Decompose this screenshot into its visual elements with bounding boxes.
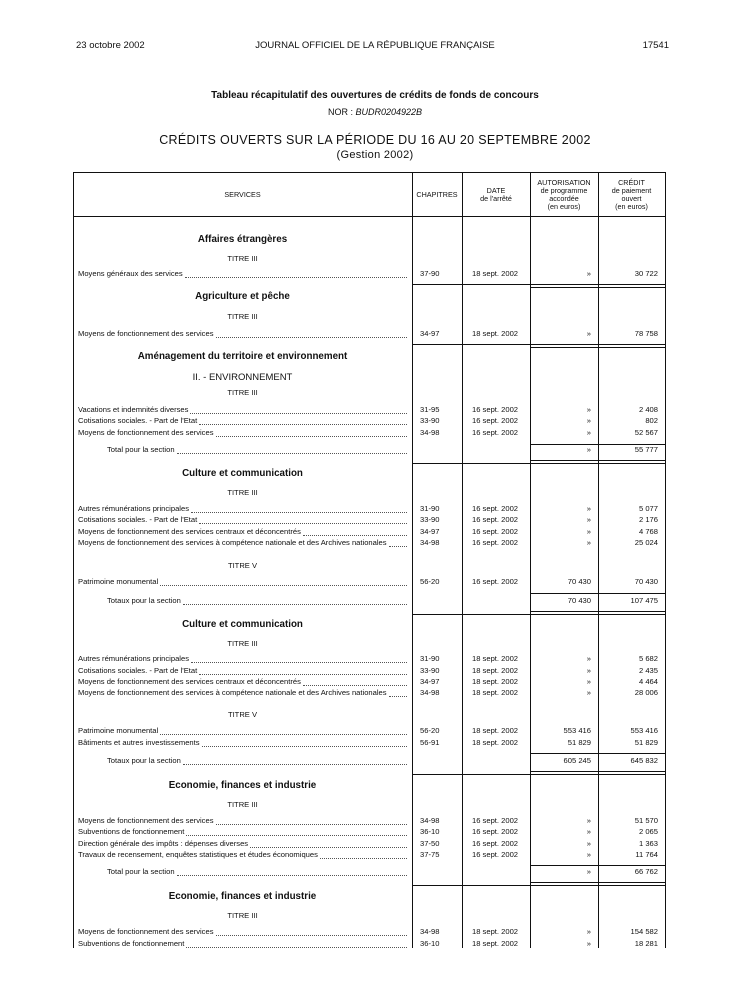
row-autorisation: »: [586, 927, 591, 936]
row-credit: 28 006: [634, 688, 658, 697]
row-chapitre: 33-90: [420, 666, 440, 675]
column-header-credit: CRÉDIT de paiement ouvert (en euros): [611, 178, 652, 211]
row-label: Bâtiments et autres investissements: [78, 738, 200, 747]
column-divider: [412, 172, 413, 948]
leader-dots: [303, 535, 407, 536]
leader-dots: [160, 734, 407, 735]
row-autorisation: »: [586, 269, 591, 278]
row-autorisation: »: [586, 538, 591, 547]
leader-dots: [216, 824, 407, 825]
row-chapitre: 34-97: [420, 329, 440, 338]
row-date: 16 sept. 2002: [472, 538, 519, 547]
section-subtitle: II. - ENVIRONNEMENT: [192, 372, 293, 383]
leader-dots: [389, 546, 407, 547]
row-autorisation: »: [586, 839, 591, 848]
section-separator: [412, 344, 665, 345]
row-label: Autres rémunérations principales: [78, 654, 190, 663]
total-autorisation: 70 430: [567, 596, 591, 605]
total-credit: 645 832: [630, 756, 658, 765]
row-chapitre: 34-97: [420, 527, 440, 536]
leader-dots: [190, 413, 407, 414]
leader-dots: [186, 947, 407, 948]
row-date: 18 sept. 2002: [472, 654, 519, 663]
total-autorisation: 605 245: [563, 756, 591, 765]
total-double-rule: [530, 882, 665, 883]
row-chapitre: 56-20: [420, 577, 440, 586]
titre-v-heading: TITRE V: [227, 710, 258, 719]
row-date: 18 sept. 2002: [472, 738, 519, 747]
row-autorisation: »: [586, 677, 591, 686]
row-chapitre: 34-98: [420, 688, 440, 697]
table-left-border: [73, 172, 74, 948]
total-double-rule: [530, 460, 665, 461]
row-date: 16 sept. 2002: [472, 428, 519, 437]
document-title: Tableau récapitulatif des ouvertures de crédits de fonds de concours: [211, 90, 539, 101]
row-date: 16 sept. 2002: [472, 405, 519, 414]
total-double-rule: [412, 885, 665, 886]
row-label: Moyens de fonctionnement des services: [78, 329, 214, 338]
row-label: Patrimoine monumental: [78, 577, 159, 586]
header-date: 23 octobre 2002: [76, 40, 145, 51]
row-autorisation: »: [586, 329, 591, 338]
leader-dots: [320, 858, 407, 859]
total-double-rule: [412, 463, 665, 464]
row-autorisation: »: [586, 504, 591, 513]
row-chapitre: 37-75: [420, 850, 440, 859]
section-separator: [530, 287, 665, 288]
row-date: 18 sept. 2002: [472, 927, 519, 936]
total-double-rule: [530, 611, 665, 612]
total-autorisation: »: [586, 445, 591, 454]
total-rule: [530, 444, 665, 445]
row-credit: 25 024: [634, 538, 658, 547]
gestion-heading: (Gestion 2002): [336, 149, 414, 161]
section-separator: [412, 284, 665, 285]
row-label: Moyens de fonctionnement des services à compétence nationale et des Archives nationales: [78, 688, 387, 697]
leader-dots: [199, 523, 407, 524]
leader-dots: [199, 674, 407, 675]
row-autorisation: 553 416: [563, 726, 591, 735]
section-total-label: Total pour la section: [107, 445, 175, 454]
leader-dots: [250, 847, 407, 848]
column-divider: [462, 172, 463, 948]
row-credit: 2 408: [638, 405, 658, 414]
section-subtitle: TITRE III: [227, 639, 258, 648]
row-chapitre: 34-98: [420, 538, 440, 547]
section-total-label: Total pour la section: [107, 867, 175, 876]
row-credit: 802: [645, 416, 658, 425]
total-credit: 66 762: [634, 867, 658, 876]
row-chapitre: 34-97: [420, 677, 440, 686]
leader-dots: [216, 935, 407, 936]
leader-dots: [160, 585, 407, 586]
row-chapitre: 34-98: [420, 428, 440, 437]
leader-dots: [185, 277, 407, 278]
section-total-label: Totaux pour la section: [107, 596, 181, 605]
leader-dots: [199, 424, 407, 425]
row-credit: 70 430: [634, 577, 658, 586]
row-credit: 5 682: [638, 654, 658, 663]
table-header-border: [73, 216, 666, 217]
row-credit: 51 829: [634, 738, 658, 747]
row-date: 18 sept. 2002: [472, 688, 519, 697]
row-credit: 11 764: [635, 850, 658, 859]
row-date: 16 sept. 2002: [472, 527, 519, 536]
leader-dots: [216, 436, 407, 437]
total-double-rule: [530, 771, 665, 772]
row-label: Patrimoine monumental: [78, 726, 159, 735]
titre-v-heading: TITRE V: [227, 561, 258, 570]
row-credit: 30 722: [634, 269, 658, 278]
row-label: Subventions de fonctionnement: [78, 939, 185, 948]
total-double-rule: [412, 774, 665, 775]
column-divider: [598, 172, 599, 948]
leader-dots: [216, 337, 407, 338]
row-autorisation: »: [586, 827, 591, 836]
row-label: Moyens de fonctionnement des services à compétence nationale et des Archives nationales: [78, 538, 387, 547]
row-autorisation: »: [586, 527, 591, 536]
row-chapitre: 36-10: [420, 939, 440, 948]
row-credit: 4 464: [638, 677, 658, 686]
total-credit: 55 777: [634, 445, 658, 454]
row-credit: 2 435: [638, 666, 658, 675]
section-subtitle: TITRE III: [227, 800, 258, 809]
total-rule: [530, 753, 665, 754]
row-label: Vacations et indemnités diverses: [78, 405, 189, 414]
row-autorisation: »: [586, 816, 591, 825]
row-date: 16 sept. 2002: [472, 577, 519, 586]
leader-dots: [303, 685, 407, 686]
section-name: Economie, finances et industrie: [168, 891, 317, 902]
total-rule: [530, 593, 665, 594]
row-autorisation: 51 829: [567, 738, 591, 747]
section-subtitle: TITRE III: [227, 488, 258, 497]
row-autorisation: »: [586, 416, 591, 425]
credits-table: [73, 172, 666, 948]
leader-dots: [183, 764, 407, 765]
row-credit: 2 065: [638, 827, 658, 836]
row-credit: 4 768: [638, 527, 658, 536]
row-date: 18 sept. 2002: [472, 939, 519, 948]
column-header-services: SERVICES: [224, 190, 261, 199]
row-chapitre: 34-98: [420, 927, 440, 936]
row-date: 16 sept. 2002: [472, 504, 519, 513]
row-autorisation: 70 430: [567, 577, 591, 586]
row-autorisation: »: [586, 428, 591, 437]
section-name: Affaires étrangères: [197, 234, 288, 245]
header-page-number: 17541: [642, 40, 669, 51]
row-date: 18 sept. 2002: [472, 269, 519, 278]
section-total-label: Totaux pour la section: [107, 756, 181, 765]
row-chapitre: 31-90: [420, 504, 440, 513]
row-credit: 52 567: [634, 428, 658, 437]
total-double-rule: [412, 614, 665, 615]
row-date: 16 sept. 2002: [472, 827, 519, 836]
row-autorisation: »: [586, 939, 591, 948]
row-label: Moyens généraux des services: [78, 269, 183, 278]
row-autorisation: »: [586, 654, 591, 663]
total-rule: [530, 865, 665, 866]
row-autorisation: »: [586, 850, 591, 859]
section-subtitle: TITRE III: [227, 388, 258, 397]
leader-dots: [177, 875, 407, 876]
row-chapitre: 31-90: [420, 654, 440, 663]
section-name: Economie, finances et industrie: [168, 780, 317, 791]
row-autorisation: »: [586, 515, 591, 524]
section-name: Culture et communication: [182, 468, 303, 479]
row-date: 18 sept. 2002: [472, 329, 519, 338]
row-chapitre: 31-95: [420, 405, 440, 414]
row-chapitre: 56-20: [420, 726, 440, 735]
row-label: Moyens de fonctionnement des services centraux et déconcentrés: [78, 527, 301, 536]
credits-heading: CRÉDITS OUVERTS SUR LA PÉRIODE DU 16 AU 20 SEPTEMBRE 2002: [159, 133, 591, 147]
row-label: Autres rémunérations principales: [78, 504, 190, 513]
section-name: Aménagement du territoire et environnement: [137, 351, 348, 362]
row-label: Cotisations sociales. - Part de l'Etat: [78, 515, 198, 524]
row-label: Moyens de fonctionnement des services: [78, 816, 214, 825]
section-name: Agriculture et pêche: [195, 291, 290, 302]
total-autorisation: »: [586, 867, 591, 876]
row-date: 16 sept. 2002: [472, 515, 519, 524]
row-autorisation: »: [586, 666, 591, 675]
section-subtitle: TITRE III: [227, 312, 258, 321]
leader-dots: [183, 604, 407, 605]
row-label: Moyens de fonctionnement des services centraux et déconcentrés: [78, 677, 301, 686]
table-top-border: [73, 172, 666, 173]
nor-reference: [0, 107, 750, 117]
section-subtitle: TITRE III: [227, 254, 258, 263]
nor-value: BUDR0204922B: [355, 107, 423, 117]
section-name: Culture et communication: [182, 619, 303, 630]
column-header-autorisation: AUTORISATION de programme accordée (en euros): [537, 178, 591, 211]
row-credit: 51 570: [634, 816, 658, 825]
row-chapitre: 33-90: [420, 416, 440, 425]
leader-dots: [202, 746, 407, 747]
table-right-border: [665, 172, 666, 948]
row-date: 18 sept. 2002: [472, 726, 519, 735]
row-credit: 154 582: [630, 927, 658, 936]
row-chapitre: 34-98: [420, 816, 440, 825]
leader-dots: [177, 453, 407, 454]
row-date: 16 sept. 2002: [472, 850, 519, 859]
row-date: 18 sept. 2002: [472, 666, 519, 675]
leader-dots: [389, 696, 407, 697]
section-separator: [530, 347, 665, 348]
column-header-chapitres: CHAPITRES: [416, 190, 458, 199]
row-credit: 553 416: [630, 726, 658, 735]
row-chapitre: 56-91: [420, 738, 440, 747]
header-journal-title: JOURNAL OFFICIEL DE LA RÉPUBLIQUE FRANÇAISE: [255, 40, 495, 51]
column-divider: [530, 172, 531, 948]
leader-dots: [191, 512, 407, 513]
row-credit: 5 077: [638, 504, 658, 513]
column-header-date: DATE de l'arrêté: [480, 186, 512, 203]
row-credit: 18 281: [634, 939, 658, 948]
row-label: Travaux de recensement, enquêtes statistiques et études économiques: [78, 850, 318, 859]
row-date: 16 sept. 2002: [472, 416, 519, 425]
row-autorisation: »: [586, 405, 591, 414]
row-credit: 1 363: [638, 839, 658, 848]
row-date: 16 sept. 2002: [472, 839, 519, 848]
row-chapitre: 36-10: [420, 827, 440, 836]
section-subtitle: TITRE III: [227, 911, 258, 920]
row-label: Cotisations sociales. - Part de l'Etat: [78, 666, 198, 675]
row-chapitre: 33-90: [420, 515, 440, 524]
leader-dots: [186, 835, 407, 836]
row-label: Direction générale des impôts : dépenses diverses: [78, 839, 249, 848]
row-label: Cotisations sociales. - Part de l'Etat: [78, 416, 198, 425]
row-chapitre: 37-50: [420, 839, 440, 848]
row-label: Moyens de fonctionnement des services: [78, 927, 214, 936]
leader-dots: [191, 662, 407, 663]
row-label: Subventions de fonctionnement: [78, 827, 185, 836]
row-credit: 78 758: [634, 329, 658, 338]
total-credit: 107 475: [630, 596, 658, 605]
nor-label: NOR :: [327, 107, 353, 117]
row-date: 18 sept. 2002: [472, 677, 519, 686]
row-label: Moyens de fonctionnement des services: [78, 428, 214, 437]
row-chapitre: 37-90: [420, 269, 440, 278]
row-date: 16 sept. 2002: [472, 816, 519, 825]
row-credit: 2 176: [638, 515, 658, 524]
row-autorisation: »: [586, 688, 591, 697]
